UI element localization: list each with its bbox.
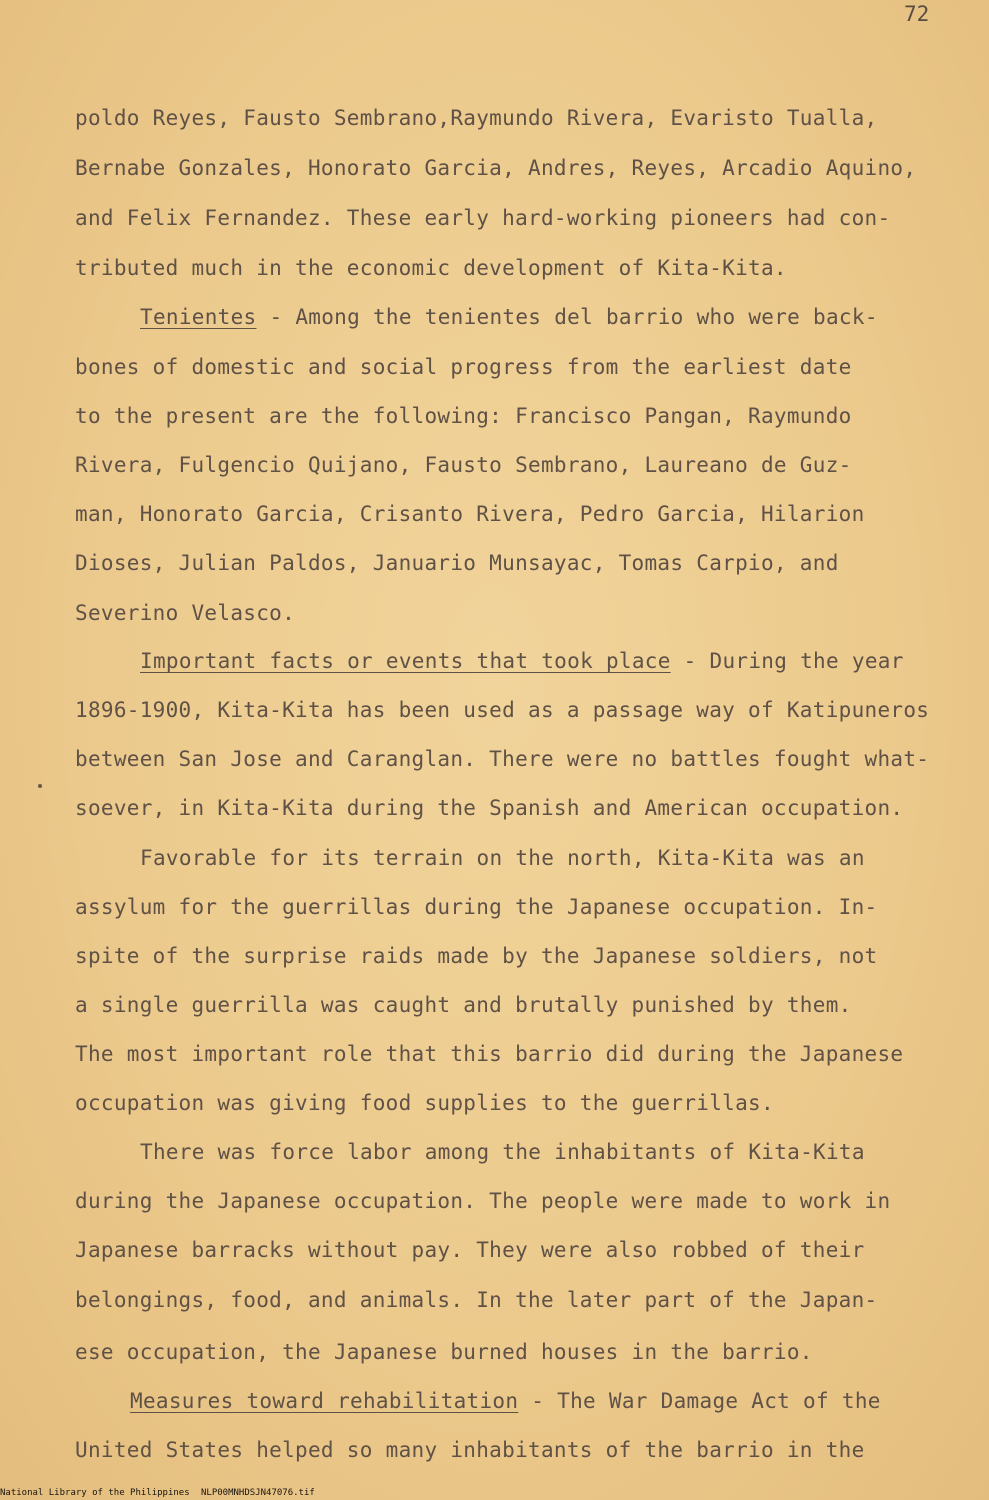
section-heading-rehabilitation: Measures toward rehabilitation — [130, 1389, 519, 1413]
section-heading-important-facts: Important facts or events that took place — [140, 649, 671, 673]
text-line: during the Japanese occupation. The people were made to work in — [75, 1189, 891, 1213]
text-line: occupation was giving food supplies to the guerrillas. — [75, 1091, 774, 1115]
text-line: Dioses, Julian Paldos, Januario Munsayac, Tomas Carpio, and — [75, 551, 839, 575]
section-heading-tenientes: Tenientes — [140, 305, 257, 329]
text-line: Rivera, Fulgencio Quijano, Fausto Sembrano, Laureano de Guz- — [75, 453, 852, 477]
footer-library-name: National Library of the Philippines — [0, 1488, 190, 1498]
text-line: soever, in Kita-Kita during the Spanish and American occupation. — [75, 796, 904, 820]
text-line: man, Honorato Garcia, Crisanto Rivera, Pedro Garcia, Hilarion — [75, 502, 865, 526]
paragraph-important-facts — [140, 648, 904, 674]
text-line: bones of domestic and social progress from the earliest date — [75, 355, 852, 379]
text-line: Bernabe Gonzales, Honorato Garcia, Andres, Reyes, Arcadio Aquino, — [75, 156, 917, 180]
paragraph-text: - The War Damage Act of the — [518, 1389, 881, 1413]
text-line: and Felix Fernandez. These early hard-working pioneers had con- — [75, 206, 891, 230]
paragraph-text: - Among the tenientes del barrio who were back- — [256, 305, 878, 329]
text-line: spite of the surprise raids made by the Japanese soldiers, not — [75, 944, 878, 968]
text-line: 1896-1900, Kita-Kita has been used as a passage way of Katipuneros — [75, 698, 930, 722]
paper-speck — [38, 784, 42, 788]
paragraph-text: - During the year — [670, 649, 904, 673]
text-line: assylum for the guerrillas during the Japanese occupation. In- — [75, 895, 878, 919]
paragraph-rehabilitation — [130, 1388, 881, 1414]
page-number: 72 — [904, 2, 930, 26]
text-line: United States helped so many inhabitants of the barrio in the — [75, 1438, 865, 1462]
text-line: Japanese barracks without pay. They were also robbed of their — [75, 1238, 865, 1262]
text-line: poldo Reyes, Fausto Sembrano,Raymundo Rivera, Evaristo Tualla, — [75, 106, 878, 130]
scan-footer — [0, 1487, 989, 1500]
footer-file-name: NLP00MNHDSJN47076.tif — [201, 1488, 315, 1498]
text-line: tributed much in the economic development of Kita-Kita. — [75, 256, 787, 280]
text-line: There was force labor among the inhabitants of Kita-Kita — [140, 1140, 865, 1164]
text-line: a single guerrilla was caught and brutally punished by them. — [75, 993, 852, 1017]
text-line: Favorable for its terrain on the north, Kita-Kita was an — [140, 846, 865, 870]
text-line: Severino Velasco. — [75, 601, 296, 625]
paragraph-tenientes — [140, 304, 878, 330]
text-line: belongings, food, and animals. In the later part of the Japan- — [75, 1288, 878, 1312]
text-line: ese occupation, the Japanese burned houses in the barrio. — [75, 1340, 813, 1364]
text-line: to the present are the following: Francisco Pangan, Raymundo — [75, 404, 852, 428]
text-line: The most important role that this barrio did during the Japanese — [75, 1042, 904, 1066]
text-line: between San Jose and Caranglan. There were no battles fought what- — [75, 747, 930, 771]
